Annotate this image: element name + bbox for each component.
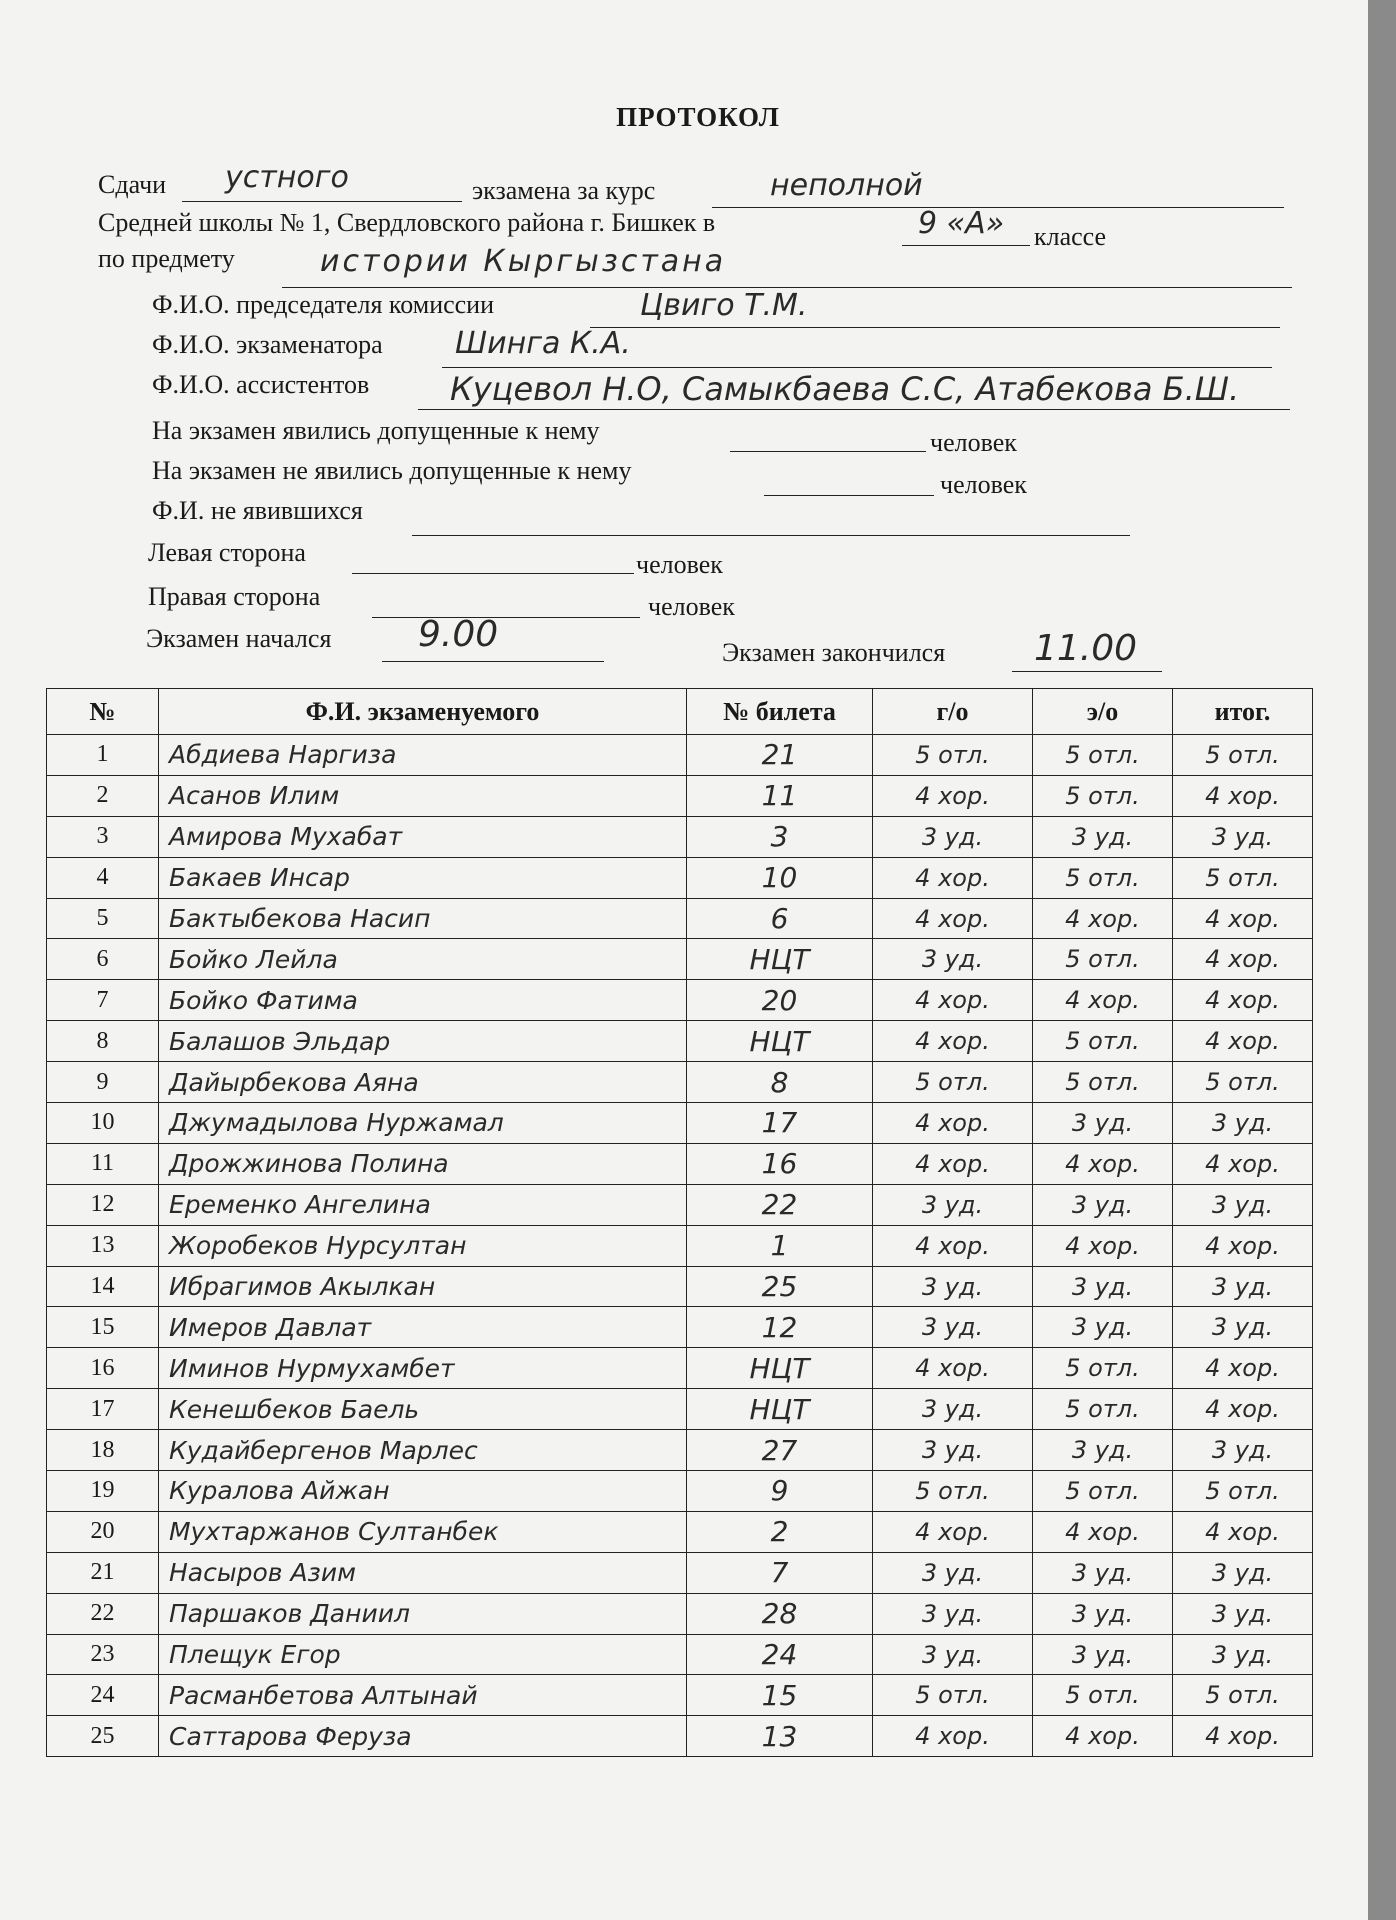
student-name: Абдиева Наргиза: [159, 735, 687, 776]
table-row: [47, 1184, 1313, 1225]
student-name: Асанов Илим: [159, 775, 687, 816]
row-number: 12: [47, 1184, 159, 1225]
grade-go: 5 отл.: [873, 1471, 1033, 1512]
table-row: [47, 1103, 1313, 1144]
examiner-label: Ф.И.О. экзаменатора: [152, 330, 383, 359]
table-row: [47, 1675, 1313, 1716]
table-row: [47, 1021, 1313, 1062]
table-row: [47, 775, 1313, 816]
end-label: Экзамен закончился: [722, 638, 946, 667]
table-row: [47, 1266, 1313, 1307]
table-row: [47, 1225, 1313, 1266]
student-name: Мухтаржанов Султанбек: [159, 1511, 687, 1552]
student-name: Джумадылова Нуржамал: [159, 1103, 687, 1144]
student-name: Куралова Айжан: [159, 1471, 687, 1512]
student-name: Дрожжинова Полина: [159, 1143, 687, 1184]
student-name: Жоробеков Нурсултан: [159, 1225, 687, 1266]
grade-go: 4 хор.: [873, 1511, 1033, 1552]
table-body: [47, 735, 1313, 1757]
grade-total: 3 уд.: [1173, 1184, 1313, 1225]
row-number: 19: [47, 1471, 159, 1512]
end-time: 11.00: [1034, 628, 1138, 669]
grade-eo: 4 хор.: [1033, 1225, 1173, 1266]
ticket-number: НЦТ: [687, 1021, 873, 1062]
ticket-number: 17: [687, 1103, 873, 1144]
grade-total: 4 хор.: [1173, 1716, 1313, 1757]
grade-eo: 3 уд.: [1033, 1430, 1173, 1471]
subject-value: истории Кыргызстана: [320, 244, 727, 279]
grade-eo: 3 уд.: [1033, 1103, 1173, 1144]
grade-eo: 5 отл.: [1033, 857, 1173, 898]
student-name: Иминов Нурмухамбет: [159, 1348, 687, 1389]
grade-go: 4 хор.: [873, 980, 1033, 1021]
grade-go: 5 отл.: [873, 735, 1033, 776]
grade-go: 3 уд.: [873, 939, 1033, 980]
col-eo-header: э/о: [1033, 689, 1173, 735]
table-row: [47, 939, 1313, 980]
grade-go: 4 хор.: [873, 1021, 1033, 1062]
table-row: [47, 1062, 1313, 1103]
ticket-number: 8: [687, 1062, 873, 1103]
grade-go: 4 хор.: [873, 898, 1033, 939]
grade-go: 3 уд.: [873, 1184, 1033, 1225]
grade-go: 3 уд.: [873, 816, 1033, 857]
student-name: Еременко Ангелина: [159, 1184, 687, 1225]
grade-total: 3 уд.: [1173, 1634, 1313, 1675]
absent-unit: человек: [940, 470, 1027, 499]
table-header-row: [47, 689, 1313, 735]
grade-go: 4 хор.: [873, 1143, 1033, 1184]
grade-eo: 5 отл.: [1033, 735, 1173, 776]
row-number: 9: [47, 1062, 159, 1103]
grade-go: 4 хор.: [873, 857, 1033, 898]
row-number: 24: [47, 1675, 159, 1716]
table-row: [47, 816, 1313, 857]
student-name: Балашов Эльдар: [159, 1021, 687, 1062]
assistants-label: Ф.И.О. ассистентов: [152, 370, 370, 399]
col-name-header: Ф.И. экзаменуемого: [159, 689, 687, 735]
grade-eo: 3 уд.: [1033, 1634, 1173, 1675]
chair-blank: [590, 326, 1280, 328]
grade-eo: 4 хор.: [1033, 1716, 1173, 1757]
student-name: Имеров Давлат: [159, 1307, 687, 1348]
table-row: [47, 980, 1313, 1021]
grade-total: 3 уд.: [1173, 1593, 1313, 1634]
row-number: 2: [47, 775, 159, 816]
grade-eo: 3 уд.: [1033, 1266, 1173, 1307]
grade-total: 3 уд.: [1173, 1307, 1313, 1348]
grade-go: 3 уд.: [873, 1593, 1033, 1634]
start-label: Экзамен начался: [146, 624, 332, 653]
table-row: [47, 1593, 1313, 1634]
row-number: 17: [47, 1389, 159, 1430]
student-name: Бактыбекова Насип: [159, 898, 687, 939]
grade-total: 4 хор.: [1173, 898, 1313, 939]
table-row: [47, 1634, 1313, 1675]
grade-total: 4 хор.: [1173, 1225, 1313, 1266]
examiner-value: Шинга К.А.: [455, 326, 631, 361]
row-number: 7: [47, 980, 159, 1021]
grade-total: 4 хор.: [1173, 1348, 1313, 1389]
row-number: 16: [47, 1348, 159, 1389]
table-row: [47, 1430, 1313, 1471]
grade-total: 5 отл.: [1173, 735, 1313, 776]
ticket-number: 1: [687, 1225, 873, 1266]
ticket-number: 11: [687, 775, 873, 816]
scan-edge: [1368, 0, 1396, 1920]
grade-eo: 5 отл.: [1033, 1021, 1173, 1062]
grade-total: 5 отл.: [1173, 857, 1313, 898]
ticket-number: 24: [687, 1634, 873, 1675]
col-total-header: итог.: [1173, 689, 1313, 735]
exam-course-label: экзамена за курс: [472, 176, 656, 205]
student-name: Бакаев Инсар: [159, 857, 687, 898]
grade-total: 3 уд.: [1173, 1266, 1313, 1307]
grade-total: 4 хор.: [1173, 939, 1313, 980]
ticket-number: 6: [687, 898, 873, 939]
chair-value: Цвиго Т.М.: [640, 288, 808, 323]
grade-eo: 4 хор.: [1033, 898, 1173, 939]
right-side-unit: человек: [648, 592, 735, 621]
row-number: 25: [47, 1716, 159, 1757]
course-value: неполной: [770, 168, 923, 203]
row-number: 10: [47, 1103, 159, 1144]
grade-eo: 4 хор.: [1033, 1511, 1173, 1552]
ticket-number: 22: [687, 1184, 873, 1225]
chair-label: Ф.И.О. председателя комиссии: [152, 290, 495, 319]
grade-eo: 3 уд.: [1033, 1307, 1173, 1348]
school-label: Средней школы № 1, Свердловского района г. Бишкек в: [98, 208, 716, 237]
row-number: 15: [47, 1307, 159, 1348]
ticket-number: 9: [687, 1471, 873, 1512]
student-name: Кенешбеков Баель: [159, 1389, 687, 1430]
col-ticket-header: № билета: [687, 689, 873, 735]
grade-total: 3 уд.: [1173, 1552, 1313, 1593]
student-name: Бойко Лейла: [159, 939, 687, 980]
row-number: 22: [47, 1593, 159, 1634]
row-number: 4: [47, 857, 159, 898]
grade-total: 4 хор.: [1173, 775, 1313, 816]
grade-eo: 3 уд.: [1033, 1552, 1173, 1593]
examiner-blank: [442, 366, 1272, 368]
ticket-number: НЦТ: [687, 939, 873, 980]
table-row: [47, 1471, 1313, 1512]
start-blank: [382, 660, 604, 662]
right-side-blank: [372, 616, 640, 618]
grade-total: 5 отл.: [1173, 1675, 1313, 1716]
ticket-number: 25: [687, 1266, 873, 1307]
ticket-number: 13: [687, 1716, 873, 1757]
ticket-number: 10: [687, 857, 873, 898]
grade-total: 4 хор.: [1173, 1143, 1313, 1184]
present-unit: человек: [930, 428, 1017, 457]
grade-eo: 4 хор.: [1033, 1143, 1173, 1184]
absent-blank: [764, 494, 934, 496]
grade-eo: 5 отл.: [1033, 1348, 1173, 1389]
grade-go: 4 хор.: [873, 1225, 1033, 1266]
ticket-number: 12: [687, 1307, 873, 1348]
grade-go: 3 уд.: [873, 1552, 1033, 1593]
grade-total: 3 уд.: [1173, 1430, 1313, 1471]
student-name: Расманбетова Алтынай: [159, 1675, 687, 1716]
row-number: 3: [47, 816, 159, 857]
table-row: [47, 735, 1313, 776]
student-name: Бойко Фатима: [159, 980, 687, 1021]
table-row: [47, 898, 1313, 939]
table-row: [47, 1552, 1313, 1593]
grade-eo: 5 отл.: [1033, 775, 1173, 816]
grade-eo: 5 отл.: [1033, 1062, 1173, 1103]
table-row: [47, 1716, 1313, 1757]
class-value: 9 «А»: [918, 206, 1005, 241]
exam-prefix-label: Сдачи: [98, 170, 167, 199]
student-name: Плещук Егор: [159, 1634, 687, 1675]
results-table: [46, 688, 1313, 1757]
grade-total: 3 уд.: [1173, 1103, 1313, 1144]
row-number: 14: [47, 1266, 159, 1307]
grade-go: 3 уд.: [873, 1389, 1033, 1430]
student-name: Насыров Азим: [159, 1552, 687, 1593]
grade-eo: 5 отл.: [1033, 1471, 1173, 1512]
left-side-unit: человек: [636, 550, 723, 579]
exam-type-value: устного: [225, 160, 349, 195]
page-title: ПРОТОКОЛ: [616, 102, 780, 132]
grade-eo: 3 уд.: [1033, 1184, 1173, 1225]
exam-type-blank: [182, 200, 462, 202]
grade-go: 3 уд.: [873, 1266, 1033, 1307]
class-suffix-label: классе: [1034, 222, 1107, 251]
grade-go: 4 хор.: [873, 775, 1033, 816]
grade-total: 4 хор.: [1173, 1021, 1313, 1062]
grade-go: 3 уд.: [873, 1634, 1033, 1675]
student-name: Ибрагимов Акылкан: [159, 1266, 687, 1307]
ticket-number: НЦТ: [687, 1389, 873, 1430]
ticket-number: 3: [687, 816, 873, 857]
table-row: [47, 1348, 1313, 1389]
ticket-number: 15: [687, 1675, 873, 1716]
row-number: 23: [47, 1634, 159, 1675]
grade-eo: 5 отл.: [1033, 939, 1173, 980]
present-label: На экзамен явились допущенные к нему: [152, 416, 600, 445]
start-time: 9.00: [418, 614, 499, 655]
row-number: 8: [47, 1021, 159, 1062]
grade-eo: 4 хор.: [1033, 980, 1173, 1021]
student-name: Амирова Мухабат: [159, 816, 687, 857]
row-number: 13: [47, 1225, 159, 1266]
table-row: [47, 1307, 1313, 1348]
left-side-label: Левая сторона: [148, 538, 306, 567]
row-number: 5: [47, 898, 159, 939]
grade-go: 4 хор.: [873, 1103, 1033, 1144]
grade-go: 5 отл.: [873, 1062, 1033, 1103]
ticket-number: 2: [687, 1511, 873, 1552]
absent-names-label: Ф.И. не явившихся: [152, 496, 363, 525]
assistants-value: Куцевол Н.О, Самыкбаева С.С, Атабекова Б.Ш.: [450, 370, 1240, 408]
grade-go: 3 уд.: [873, 1430, 1033, 1471]
row-number: 1: [47, 735, 159, 776]
class-blank: [902, 244, 1030, 246]
row-number: 20: [47, 1511, 159, 1552]
grade-total: 3 уд.: [1173, 816, 1313, 857]
grade-eo: 3 уд.: [1033, 816, 1173, 857]
grade-go: 3 уд.: [873, 1307, 1033, 1348]
grade-total: 5 отл.: [1173, 1471, 1313, 1512]
row-number: 18: [47, 1430, 159, 1471]
table-row: [47, 1389, 1313, 1430]
grade-total: 4 хор.: [1173, 1511, 1313, 1552]
end-blank: [1012, 670, 1162, 672]
grade-eo: 5 отл.: [1033, 1675, 1173, 1716]
student-name: Кудайбергенов Марлес: [159, 1430, 687, 1471]
ticket-number: 27: [687, 1430, 873, 1471]
grade-go: 4 хор.: [873, 1716, 1033, 1757]
ticket-number: 20: [687, 980, 873, 1021]
row-number: 21: [47, 1552, 159, 1593]
row-number: 6: [47, 939, 159, 980]
grade-go: 5 отл.: [873, 1675, 1033, 1716]
table-row: [47, 1143, 1313, 1184]
grade-total: 4 хор.: [1173, 980, 1313, 1021]
student-name: Паршаков Даниил: [159, 1593, 687, 1634]
left-side-blank: [352, 572, 634, 574]
right-side-label: Правая сторона: [148, 582, 321, 611]
student-name: Дайырбекова Аяна: [159, 1062, 687, 1103]
grade-eo: 5 отл.: [1033, 1389, 1173, 1430]
student-name: Саттарова Феруза: [159, 1716, 687, 1757]
grade-total: 4 хор.: [1173, 1389, 1313, 1430]
ticket-number: 21: [687, 735, 873, 776]
ticket-number: 28: [687, 1593, 873, 1634]
ticket-number: 16: [687, 1143, 873, 1184]
absent-names-blank: [412, 534, 1130, 536]
row-number: 11: [47, 1143, 159, 1184]
grade-total: 5 отл.: [1173, 1062, 1313, 1103]
ticket-number: 7: [687, 1552, 873, 1593]
absent-label: На экзамен не явились допущенные к нему: [152, 456, 632, 485]
grade-go: 4 хор.: [873, 1348, 1033, 1389]
col-go-header: г/о: [873, 689, 1033, 735]
table-row: [47, 857, 1313, 898]
ticket-number: НЦТ: [687, 1348, 873, 1389]
present-blank: [730, 450, 926, 452]
assistants-blank: [418, 408, 1290, 410]
table-row: [47, 1511, 1313, 1552]
subject-label: по предмету: [98, 244, 235, 273]
grade-eo: 3 уд.: [1033, 1593, 1173, 1634]
col-number-header: №: [47, 689, 159, 735]
